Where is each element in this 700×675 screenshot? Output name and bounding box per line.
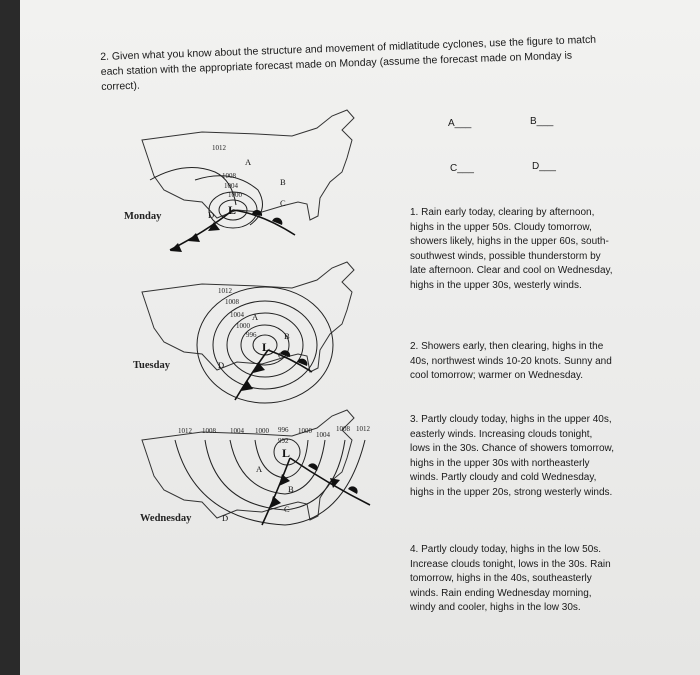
station-c-tuesday: C bbox=[278, 350, 284, 360]
answer-blank-b[interactable]: B___ bbox=[530, 116, 554, 127]
station-d-tuesday: D bbox=[218, 360, 225, 370]
warm-front-monday bbox=[233, 210, 295, 235]
isobar-label-wednesday-2: 1008 bbox=[202, 427, 216, 435]
isobar-label-monday-2: 1008 bbox=[222, 172, 236, 180]
forecast-3: 3. Partly cloudy today, highs in the upper 40s, easterly winds. Increasing clouds tonight, lows in the 30s. Chance of showers tomorrow, highs in the upper 30s with northeasterly winds. Partly cloudy and cold Wednesday, highs in the upper 20s, strong westerly winds. bbox=[410, 414, 614, 498]
map-label-monday: Monday bbox=[124, 211, 162, 222]
station-a-tuesday: A bbox=[252, 312, 259, 322]
forecast-2: 2. Showers early, then clearing, highs in the 40s, northwest winds 10-20 knots. Sunny and cool tomorrow; warmer on Wednesday. bbox=[410, 341, 612, 381]
isobar-label-tuesday-5: 996 bbox=[246, 331, 257, 339]
isobar-label-monday-3: 1004 bbox=[224, 182, 238, 190]
low-pressure-tuesday: L bbox=[262, 340, 271, 354]
station-c-monday: C bbox=[280, 198, 286, 208]
isobar-label-wednesday-3: 1004 bbox=[230, 427, 244, 435]
front-semicircle bbox=[348, 486, 358, 494]
isobar-label-wednesday-1: 1012 bbox=[178, 427, 192, 435]
station-b-monday: B bbox=[280, 177, 286, 187]
station-c-wednesday: C bbox=[284, 504, 290, 514]
us-outline-tuesday bbox=[142, 262, 354, 372]
forecast-1: 1. Rain early today, clearing by afternoon, highs in the upper 50s. Cloudy tomorrow, showers likely, highs in the upper 60s, south-southwest winds, possible thunderstorm by late afternoon. Clear and cool on Wednesday, highs in the upper 30s, westerly winds. bbox=[410, 207, 613, 291]
station-b-tuesday: B bbox=[284, 331, 290, 341]
tuesday-map bbox=[133, 262, 354, 403]
map-label-wednesday: Wednesday bbox=[140, 513, 192, 524]
us-outline-wednesday bbox=[142, 410, 354, 520]
isobar-label-wednesday-7: 1004 bbox=[316, 431, 330, 439]
low-pressure-wednesday: L bbox=[282, 446, 291, 460]
cold-front-monday bbox=[170, 210, 233, 250]
map-label-tuesday: Tuesday bbox=[133, 360, 170, 371]
front-triangle bbox=[270, 496, 281, 508]
answer-blank-a[interactable]: A___ bbox=[448, 118, 472, 129]
answer-blank-c[interactable]: C___ bbox=[450, 163, 474, 174]
front-triangle bbox=[241, 380, 253, 391]
answer-blank-d[interactable]: D___ bbox=[532, 161, 556, 172]
station-d-wednesday: D bbox=[222, 513, 229, 523]
isobar-label-tuesday-1: 1012 bbox=[218, 287, 232, 295]
isobar-label-tuesday-2: 1008 bbox=[225, 298, 239, 306]
station-b-wednesday: B bbox=[288, 484, 294, 494]
isobar-label-wednesday-center: 992 bbox=[278, 437, 289, 445]
station-a-wednesday: A bbox=[256, 464, 263, 474]
low-pressure-monday: L bbox=[228, 203, 237, 217]
cold-front-tuesday bbox=[235, 350, 268, 400]
isobar-label-tuesday-4: 1000 bbox=[236, 322, 250, 330]
isobar-label-monday-4: 1000 bbox=[228, 191, 242, 199]
isobar-label-wednesday-6: 1000 bbox=[298, 427, 312, 435]
question-text: 2. Given what you know about the structure and movement of midlatitude cyclones, use the figure to match each station with the appropriate forecast made on Monday (assume the forecast made on Monday is correct). bbox=[100, 33, 597, 93]
isobar-label-wednesday-4: 1000 bbox=[255, 427, 269, 435]
forecast-4: 4. Partly cloudy today, highs in the low 50s. Increase clouds tonight, lows in the 30s. Rain tomorrow, highs in the 40s, southeasterly winds. Rain ending Wednesday morning, windy and cooler, highs in the low 30s. bbox=[410, 544, 611, 613]
wednesday-map bbox=[140, 410, 371, 525]
isobar-label-wednesday-5: 996 bbox=[278, 426, 289, 434]
isobar-label-wednesday-8: 1008 bbox=[336, 425, 350, 433]
isobar-label-tuesday-3: 1004 bbox=[230, 311, 244, 319]
monday-map bbox=[124, 110, 354, 252]
isobar-label-wednesday-9: 1012 bbox=[356, 425, 370, 433]
isobar-label-monday-1: 1012 bbox=[212, 144, 226, 152]
station-a-monday: A bbox=[245, 157, 252, 167]
station-d-monday: D bbox=[208, 210, 215, 220]
